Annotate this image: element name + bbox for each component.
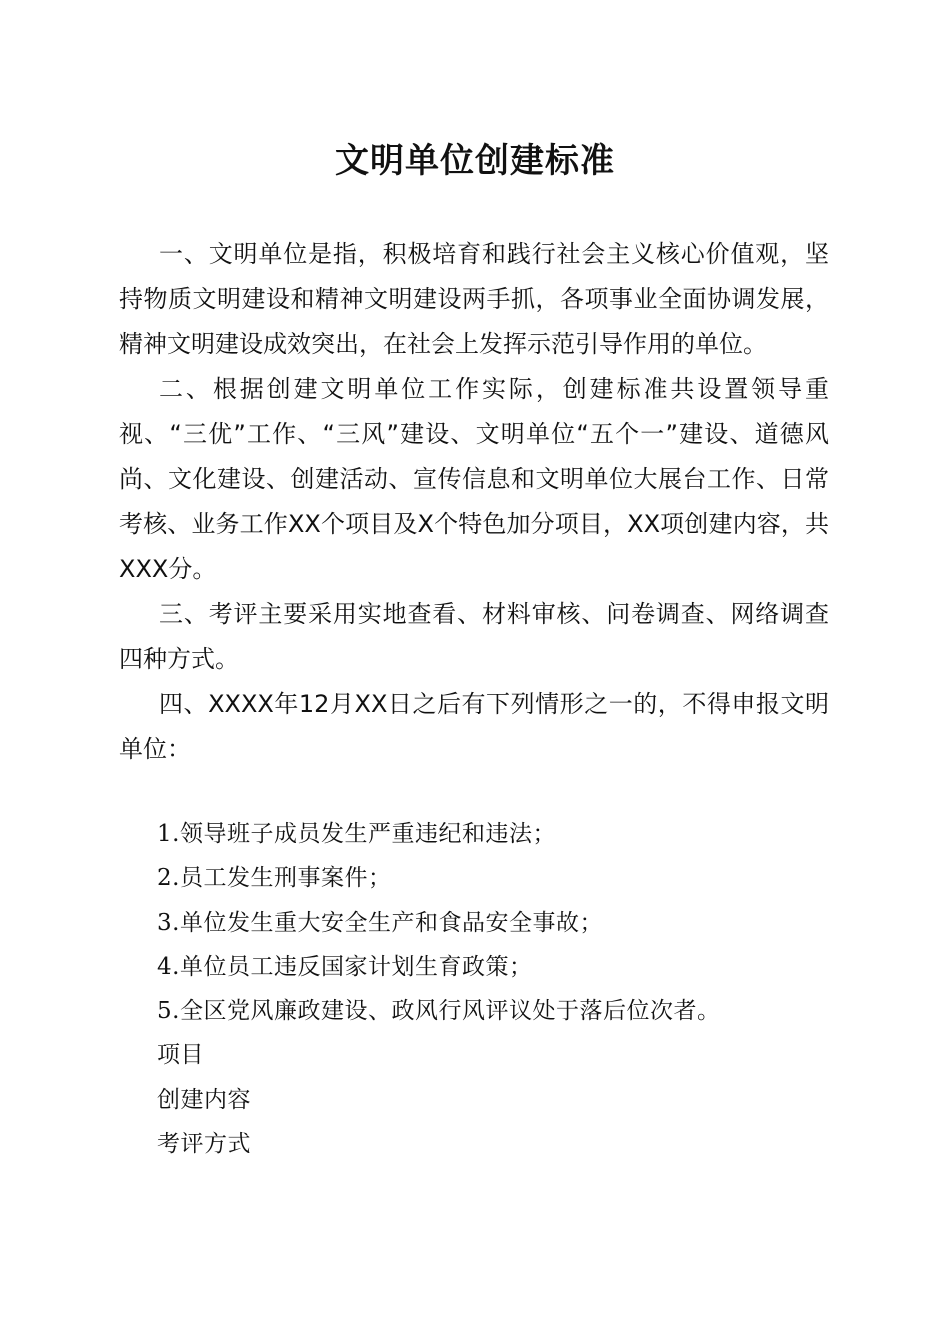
table-header-item: 项目 [157,1042,204,1069]
table-header-content: 创建内容 [157,1086,251,1113]
list-item: 3.单位发生重大安全生产和食品安全事故； [157,909,603,936]
document-body [119,232,829,772]
table-header-method: 考评方式 [157,1131,251,1158]
paragraph-evaluation-methods: 三、考评主要采用实地查看、材料审核、问卷调查、网络调查四种方式。 [119,600,829,673]
paragraph-standards: 二、根据创建文明单位工作实际，创建标准共设置领导重视、“三优”工作、“三风”建设、文明单位“五个一”建设、道德风尚、文化建设、创建活动、宣传信息和文明单位大展台工作、日常考核、业务工作XX个项目及X个特色加分项目，XX项创建内容，共XXX分。 [119,375,829,583]
document-title: 文明单位创建标准 [335,141,615,181]
paragraph-definition: 一、文明单位是指，积极培育和践行社会主义核心价值观，坚持物质文明建设和精神文明建设两手抓，各项事业全面协调发展，精神文明建设成效突出，在社会上发挥示范引导作用的单位。 [119,240,829,358]
list-item: 5.全区党风廉政建设、政风行风评议处于落后位次者。 [157,998,721,1025]
condition-list [157,812,837,1166]
list-item: 2.员工发生刑事案件； [157,865,392,892]
paragraph-disqualification: 四、XXXX年12月XX日之后有下列情形之一的，不得申报文明单位： [119,690,829,763]
list-item: 4.单位员工违反国家计划生育政策； [157,953,533,980]
list-item: 1.领导班子成员发生严重违纪和违法； [157,821,556,847]
